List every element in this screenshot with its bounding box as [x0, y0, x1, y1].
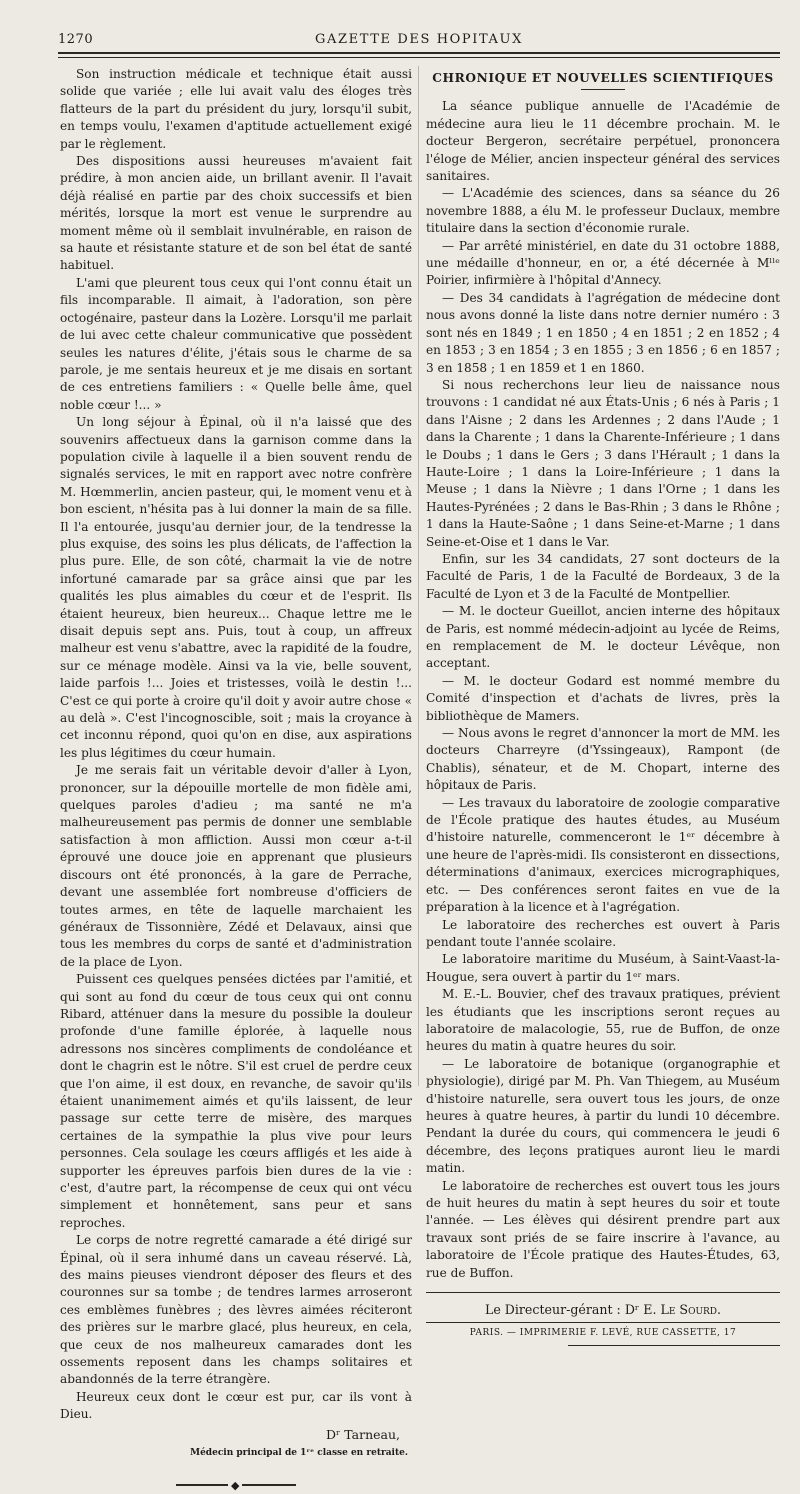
- news-item: — Nous avons le regret d'annoncer la mort de MM. les docteurs Charreyre (d'Yssingeaux), Rampont (de Chablis), sénateur, et de M. Chopart, interne des hôpitaux de Paris.: [426, 726, 780, 793]
- column-divider: [418, 66, 419, 1086]
- paragraph: Puissent ces quelques pensées dictées par l'amitié, et qui sont au fond du cœur de tous ceux qui ont connu Ribard, atténuer dans la mesure du possible la douleur profonde d'une famille éplorée, à laquelle nous adressons nos sincères compliments de condoléance et dont le chagrin est le nôtre. S'il est cruel de perdre ceux que l'on aime, il est doux, en revanche, de savoir qu'ils étaient unanimement aimés et qu'ils laissent, de leur passage sur cette terre de misère, des marques certaines de la sympathie la plus vive pour leurs personnes. Cela soulage les cœurs affligés et les aide à supporter les épreuves parfois bien dures de la vie : c'est, d'autre part, la récompense de ceux qui ont vécu simplement et honnêtement, sans peur et sans reproches.: [60, 972, 412, 1230]
- printer-rule-bottom: [568, 1345, 780, 1346]
- director-label: Le Directeur-gérant :: [484, 1302, 621, 1318]
- printer-imprint: PARIS. — IMPRIMERIE F. LEVÉ, RUE CASSETTE, 17: [469, 1328, 737, 1339]
- end-ornament: [176, 1478, 296, 1492]
- author-signature: Dʳ Tarneau,: [325, 1426, 400, 1442]
- ornament-glyph: ◆: [228, 1477, 242, 1494]
- director-name: Dʳ E. Le Sourd.: [624, 1302, 722, 1318]
- news-item: — Des 34 candidats à l'agrégation de médecine dont nous avons donné la liste dans notre dernier numéro : 3 sont nés en 1849 ; 1 en 1850 ; 4 en 1851 ; 2 en 1852 ; 4 en 1853 ; 3 en 1854 ; 3 en 1855 ; 3 en 1856 ; 6 en 1857 ; 3 en 1858 ; 1 en 1859 et 1 en 1860.: [426, 290, 780, 375]
- separator-rule: [426, 1292, 780, 1293]
- director-line: [426, 1301, 780, 1318]
- news-item: — M. le docteur Gueillot, ancien interne des hôpitaux de Paris, est nommé médecin-adjoint au lycée de Reims, en remplacement de M. le docteur Lévêque, non acceptant.: [426, 604, 780, 671]
- news-item: Le laboratoire de recherches est ouvert tous les jours de huit heures du matin à sept heures du soir et toute l'année. — Les élèves qui désirent prendre part aux travaux sont priés de se faire inscrire à l'avance, au laboratoire de l'École pratique des Hautes-Études, 63, rue de Buffon.: [426, 1178, 780, 1280]
- section-title: CHRONIQUE ET NOUVELLES SCIENTIFIQUES: [432, 71, 774, 85]
- news-item: — M. le docteur Godard est nommé membre du Comité d'inspection et d'achats de livres, près la bibliothèque de Mamers.: [426, 673, 780, 723]
- news-item: La séance publique annuelle de l'Académie de médecine aura lieu le 11 décembre prochain. M. le docteur Bergeron, secrétaire perpétuel, prononcera l'éloge de Mélier, ancien inspecteur général des services sanitaires.: [426, 99, 780, 184]
- title-rule: [581, 89, 625, 90]
- printer-rule: [426, 1322, 780, 1323]
- news-item: — Le laboratoire de botanique (organographie et physiologie), dirigé par M. Ph. Van Thiegem, au Muséum d'histoire naturelle, sera ouvert tous les jours, de onze heures à quatre heures, à partir du lundi 10 décembre. Pendant la durée du cours, qui commencera le jeudi 6 décembre, des leçons pratiques auront lieu le mardi matin.: [426, 1056, 780, 1176]
- paragraph: Un long séjour à Épinal, où il n'a laissé que des souvenirs affectueux dans la garnison comme dans la population civile à laquelle il a bien souvent rendu de signalés services, le mit en rapport avec notre confrère M. Hœmmerlin, ancien pasteur, qui, le moment venu et à bon escient, n'hésita pas à lui donner la main de sa fille. Il l'a entourée, jusqu'au dernier jour, de la tendresse la plus exquise, des soins les plus délicats, de l'affection la plus pure. Elle, de son côté, charmait la vie de notre infortuné camarade par sa grâce ainsi que par les qualités les plus aimables du cœur et de l'esprit. Ils étaient heureux, bien heureux... Chaque lettre me le disait depuis sept ans. Puis, tout à coup, un affreux malheur est venu s'abattre, avec la rapidité de la foudre, sur ce ménage modèle. Ainsi va la vie, belle souvent, laide parfois !... Joies et tristesses, voilà le destin !... C'est ce qui porte à croire qu'il doit y avoir autre chose « au delà ». C'est l'incognoscible, soit ; mais la croyance à cet inconnu répond, quoi qu'on en dise, aux aspirations les plus légitimes du cœur humain.: [60, 415, 412, 760]
- news-item: Si nous recherchons leur lieu de naissance nous trouvons : 1 candidat né aux États-Unis ; 6 nés à Paris ; 1 dans l'Aisne ; 2 dans les Ardennes ; 2 dans l'Aude ; 1 dans la Charente ; 1 dans la Charente-Inférieure ; 1 dans le Doubs ; 1 dans le Gers ; 3 dans l'Hérault ; 1 dans la Haute-Loire ; 1 dans la Loire-Inférieure ; 1 dans la Meuse ; 1 dans la Nièvre ; 1 dans l'Orne ; 1 dans les Hautes-Pyrénées ; 2 dans le Bas-Rhin ; 3 dans le Rhône ; 1 dans la Haute-Saône ; 1 dans Seine-et-Marne ; 1 dans Seine-et-Oise et 1 dans le Var.: [426, 377, 780, 549]
- running-head: GAZETTE DES HOPITAUX: [315, 32, 523, 47]
- author-title: Médecin principal de 1ʳᵉ classe en retraite.: [190, 1448, 408, 1459]
- paragraph: Son instruction médicale et technique était aussi solide que variée ; elle lui avait valu des éloges très flatteurs de la part du président du jury, lorsqu'il subit, en temps voulu, l'examen d'aptitude actuellement exigé par le règlement.: [60, 67, 412, 151]
- left-column: [60, 66, 412, 1492]
- news-item: — L'Académie des sciences, dans sa séance du 26 novembre 1888, a élu M. le professeur Duclaux, membre titulaire dans la section d'économie rurale.: [426, 186, 780, 236]
- news-item: Enfin, sur les 34 candidats, 27 sont docteurs de la Faculté de Paris, 1 de la Faculté de Bordeaux, 3 de la Faculté de Lyon et 3 de la Faculté de Montpellier.: [426, 551, 780, 601]
- news-item: — Par arrêté ministériel, en date du 31 octobre 1888, une médaille d'honneur, en or, a été décernée à Mˡˡᵉ Poirier, infirmière à l'hôpital d'Annecy.: [426, 238, 780, 288]
- right-column: [426, 70, 780, 1346]
- paragraph: Heureux ceux dont le cœur est pur, car ils vont à Dieu.: [60, 1389, 412, 1422]
- paragraph: Le corps de notre regretté camarade a été dirigé sur Épinal, où il sera inhumé dans un caveau réservé. Là, des mains pieuses viendront déposer des fleurs et des couronnes sur sa tombe ; de tendres larmes arroseront ces emblèmes funèbres ; des lèvres aimées réciteront des prières sur le marbre glacé, plus heureux, en cela, que ceux de nos malheureux camarades dont les ossements reposent dans les champs solitaires et abandonnés de la terre étrangère.: [60, 1233, 412, 1387]
- news-item: M. E.-L. Bouvier, chef des travaux pratiques, prévient les étudiants que les inscriptions seront reçues au laboratoire de malacologie, 55, rue de Buffon, de onze heures du matin à quatre heures du soir.: [426, 987, 780, 1054]
- header-rule: [58, 57, 780, 58]
- news-item: — Les travaux du laboratoire de zoologie comparative de l'École pratique des hautes études, au Muséum d'histoire naturelle, commenceront le 1ᵉʳ décembre à une heure de l'après-midi. Ils consisteront en dissections, déterminations d'animaux, exercices micrographiques, etc. — Des conférences seront faites en vue de la préparation à la licence et à l'agrégation.: [426, 795, 780, 915]
- page-header: [58, 28, 780, 54]
- news-item: Le laboratoire maritime du Muséum, à Saint-Vaast-la-Hougue, sera ouvert à partir du 1ᵉʳ mars.: [426, 952, 780, 984]
- paragraph: Des dispositions aussi heureuses m'avaient fait prédire, à mon ancien aide, un brillant avenir. Il l'avait déjà réalisé en partie par des choix successifs et bien mérités, lorsque la mort est venue le surprendre au moment même où il semblait invulnérable, en raison de sa haute et résistante stature et de son bel état de santé habituel.: [60, 154, 412, 273]
- page-number: 1270: [58, 32, 94, 47]
- paragraph: Je me serais fait un véritable devoir d'aller à Lyon, prononcer, sur la dépouille mortelle de mon fidèle ami, quelques paroles d'adieu ; ma santé ne m'a malheureusement pas permis de donner une semblable satisfaction à mon affliction. Aussi mon cœur a-t-il éprouvé une douce joie en apprenant que plusieurs discours ont été prononcés, à la gare de Perrache, devant une assemblée fort nombreuse d'officiers de toutes armes, en tête de laquelle marchaient les généraux de Tissonnière, Zédé et Delavaux, ainsi que tous les membres du corps de santé et d'administration de la place de Lyon.: [60, 763, 412, 969]
- news-item: Le laboratoire des recherches est ouvert à Paris pendant toute l'année scolaire.: [426, 917, 780, 949]
- paragraph: L'ami que pleurent tous ceux qui l'ont connu était un fils incomparable. Il aimait, à l'adoration, son père octogénaire, pasteur dans la Lozère. Lorsqu'il me parlait de lui avec cette chaleur communicative que possèdent seules les natures d'élite, j'étais sous le charme de sa parole, je me sentais heureux et je me disais en sortant de ces entretiens familiers : « Quelle belle âme, quel noble cœur !... »: [60, 275, 412, 412]
